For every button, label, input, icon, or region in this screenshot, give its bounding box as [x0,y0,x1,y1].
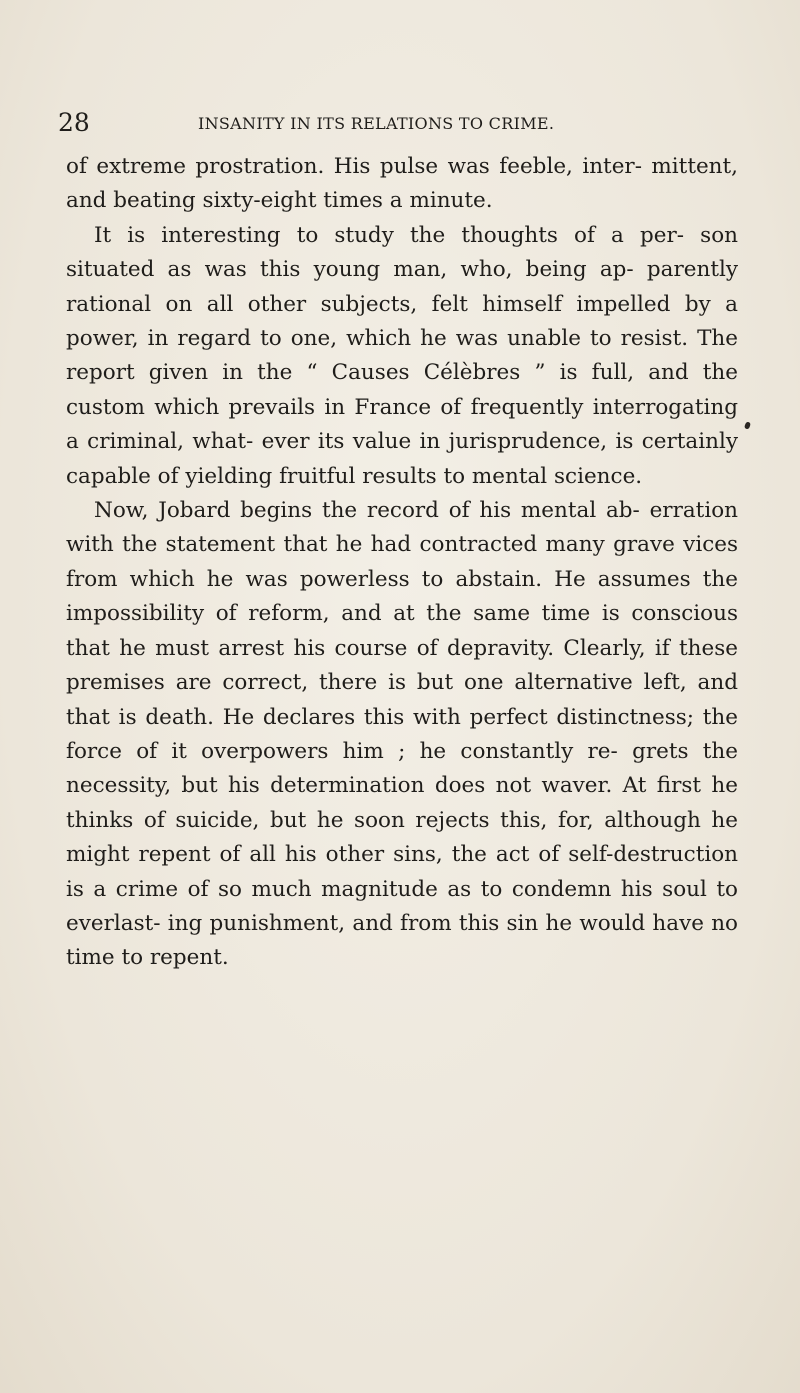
ink-speck [744,421,751,429]
paragraph-3: Now, Jobard begins the record of his mental ab- erration with the statement that he had contracted many grave vices from which he was powerless to abstain. He assumes the impossibility of reform, and at the same time is conscious that he must arrest his course of depravity. Clearly, if these premises are correct, there is but one alternative left, and that is death. He declares this with perfect distinctness; the force of it overpowers him ; he constantly re- grets the necessity, but his determination does not waver. At first he thinks of suicide, but he soon rejects this, for, although he might repent of all his other sins, the act of self-destruction is a crime of so much magnitude as to condemn his soul to everlast- ing punishment, and from this sin he would have no time to repent. [66,498,738,971]
running-head: INSANITY IN ITS RELATIONS TO CRIME. [198,114,555,133]
body-text [66,150,738,976]
paragraph-2: It is interesting to study the thoughts of a per- son situated as was this young man, who, being ap- parently rational on all other subjects, felt himself impelled by a power, in regard to one, which he was unable to resist. The report given in the “ Causes Célèbres ” is full, and the custom which prevails in France of frequently interrogating a criminal, what- ever its value in jurisprudence, is certainly capable of yielding fruitful results to mental science. [66,222,738,489]
page-header [58,108,748,138]
page-number: 28 [58,108,90,137]
paragraph-1: of extreme prostration. His pulse was feeble, inter- mittent, and beating sixty-eight times a minute. [66,154,738,214]
